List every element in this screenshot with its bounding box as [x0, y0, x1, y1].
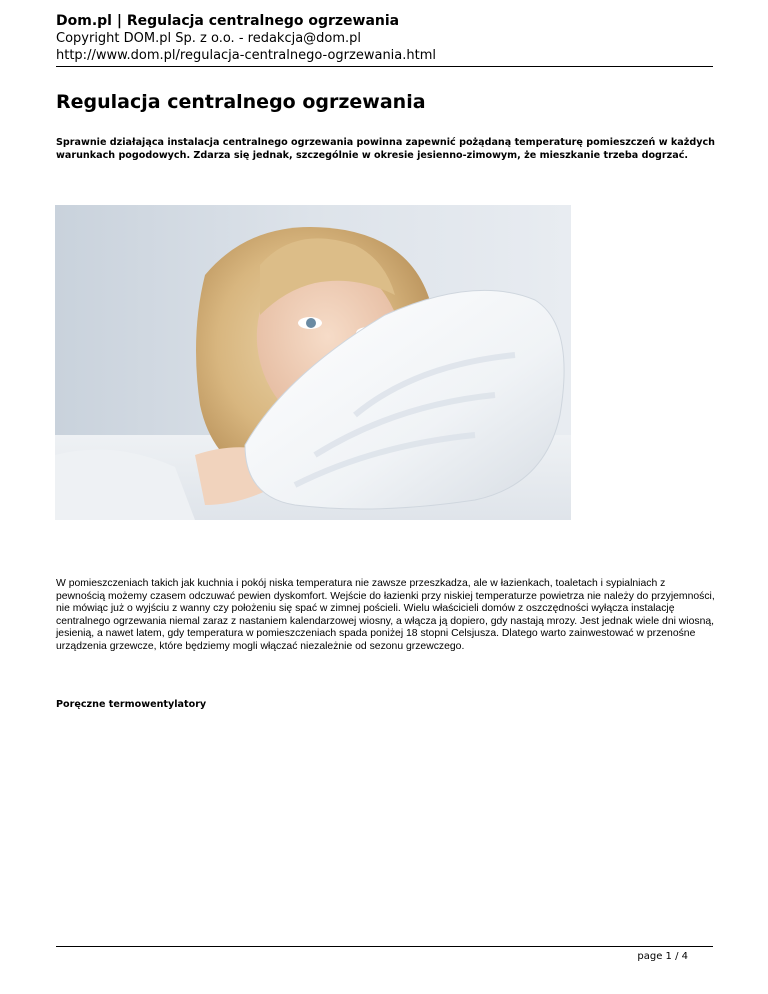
article-lead: Sprawnie działająca instalacja centralnego ogrzewania powinna zapewnić pożądaną temperaturę pomieszczeń w każdych warunkach pogodowych. Zdarza się jednak, szczególnie w okresie jesienno-zimowym, że mieszkanie trzeba dogrzać. [56, 137, 716, 161]
document-header [56, 12, 713, 64]
article-title: Regulacja centralnego ogrzewania [56, 91, 426, 113]
section-subheading: Poręczne termowentylatory [56, 699, 207, 710]
source-url[interactable]: http://www.dom.pl/regulacja-centralnego-ogrzewania.html [56, 48, 437, 63]
page-number: page 1 / 4 [637, 951, 688, 962]
article-photo [55, 205, 571, 520]
footer-divider [56, 946, 713, 947]
article-body: W pomieszczeniach takich jak kuchnia i pokój niska temperatura nie zawsze przeszkadza, ale w łazienkach, toaletach i sypialniach z pewnością możemy czasem odczuwać pewien dyskomfort. Wejście do łazienki przy niskiej temperaturze powietrza nie należy do przyjemności, nie mówiąc już o wyjściu z wanny czy położeniu się spać w zimnej pościeli. Wielu właścicieli domów z oszczędności wyłącza instalację centralnego ogrzewania niemal zaraz z nastaniem kalendarzowej wiosny, a włącza ją dopiero, gdy nastają mrozy. Jest jednak wiele dni wiosną, jesienią, a nawet latem, gdy temperatura w pomieszczeniach spada poniżej 18 stopni Celsjusza. Dlatego warto zainwestować w przenośne urządzenia grzewcze, które będziemy mogli włączać niezależnie od sezonu grzewczego. [56, 578, 715, 652]
header-divider [56, 66, 713, 67]
copyright-line: Copyright DOM.pl Sp. z o.o. - redakcja@dom.pl [56, 31, 362, 46]
site-title: Dom.pl | Regulacja centralnego ogrzewania [56, 13, 400, 29]
